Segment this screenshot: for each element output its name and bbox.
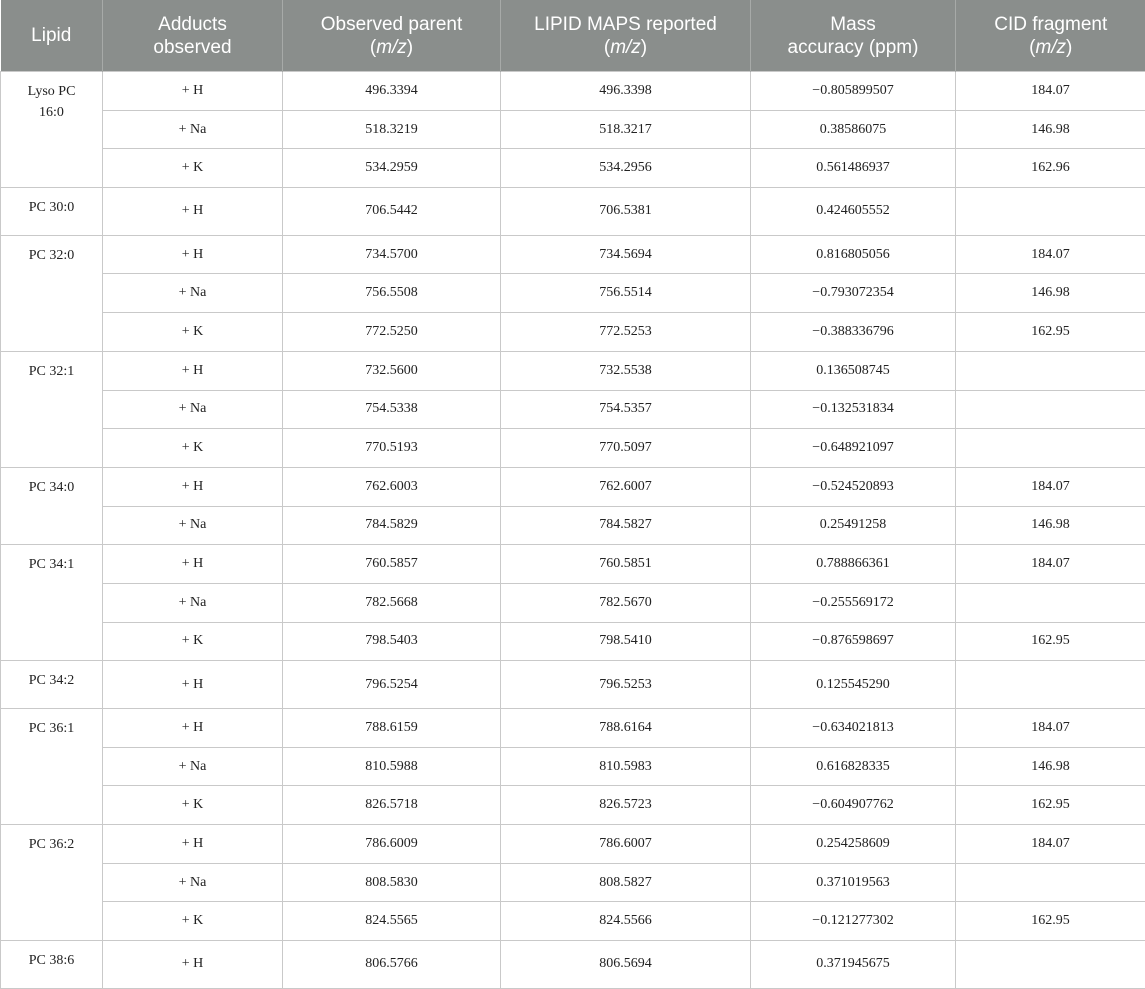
reported-mz-cell: 756.5514: [501, 274, 751, 313]
reported-mz-cell: 518.3217: [501, 110, 751, 149]
cid-fragment-cell: 184.07: [956, 72, 1145, 111]
adduct-cell: + Na: [103, 747, 283, 786]
adduct-cell: + Na: [103, 274, 283, 313]
table-row: [1, 661, 1145, 709]
observed-mz-cell: 734.5700: [283, 235, 501, 274]
mass-accuracy-cell: 0.561486937: [751, 149, 956, 188]
lipid-name-line: PC 32:1: [5, 361, 98, 382]
reported-mz-cell: 706.5381: [501, 188, 751, 236]
cid-fragment-cell: 162.95: [956, 902, 1145, 941]
reported-mz-cell: 732.5538: [501, 351, 751, 390]
mass-accuracy-cell: −0.524520893: [751, 467, 956, 506]
cid-fragment-cell: 184.07: [956, 467, 1145, 506]
cid-fragment-cell: [956, 583, 1145, 622]
observed-mz-cell: 762.6003: [283, 467, 501, 506]
adduct-cell: + K: [103, 902, 283, 941]
lipid-name-line: PC 38:6: [5, 950, 98, 971]
table-row: [1, 709, 1145, 748]
lipid-name-cell: [1, 467, 103, 544]
mass-accuracy-cell: 0.424605552: [751, 188, 956, 236]
reported-mz-cell: 788.6164: [501, 709, 751, 748]
reported-mz-cell: 798.5410: [501, 622, 751, 661]
observed-mz-cell: 786.6009: [283, 825, 501, 864]
observed-mz-cell: 824.5565: [283, 902, 501, 941]
adduct-cell: + H: [103, 709, 283, 748]
lipid-name-line: PC 34:0: [5, 477, 98, 498]
lipid-name-line: PC 30:0: [5, 197, 98, 218]
observed-mz-cell: 810.5988: [283, 747, 501, 786]
cid-fragment-cell: [956, 941, 1145, 989]
mass-accuracy-cell: 0.38586075: [751, 110, 956, 149]
header-mass-accuracy: Mass accuracy (ppm): [751, 0, 956, 72]
table-row: [1, 786, 1145, 825]
lipid-name-cell: [1, 941, 103, 989]
adduct-cell: + H: [103, 235, 283, 274]
reported-mz-cell: 810.5983: [501, 747, 751, 786]
adduct-cell: + Na: [103, 863, 283, 902]
table-row: [1, 863, 1145, 902]
mass-accuracy-cell: −0.805899507: [751, 72, 956, 111]
observed-mz-cell: 754.5338: [283, 390, 501, 429]
reported-mz-cell: 754.5357: [501, 390, 751, 429]
lipid-name-cell: [1, 72, 103, 188]
cid-fragment-cell: 146.98: [956, 274, 1145, 313]
adduct-cell: + H: [103, 545, 283, 584]
observed-mz-cell: 772.5250: [283, 313, 501, 352]
table-row: [1, 72, 1145, 111]
reported-mz-cell: 734.5694: [501, 235, 751, 274]
lipid-name-line: PC 34:1: [5, 554, 98, 575]
reported-mz-cell: 786.6007: [501, 825, 751, 864]
cid-fragment-cell: 184.07: [956, 545, 1145, 584]
adduct-cell: + Na: [103, 506, 283, 545]
table-row: [1, 235, 1145, 274]
observed-mz-cell: 732.5600: [283, 351, 501, 390]
adduct-cell: + K: [103, 786, 283, 825]
observed-mz-cell: 518.3219: [283, 110, 501, 149]
reported-mz-cell: 772.5253: [501, 313, 751, 352]
observed-mz-cell: 760.5857: [283, 545, 501, 584]
table-row: [1, 149, 1145, 188]
lipid-name-line: PC 34:2: [5, 670, 98, 691]
table-row: [1, 622, 1145, 661]
mass-accuracy-cell: 0.136508745: [751, 351, 956, 390]
adduct-cell: + Na: [103, 583, 283, 622]
mass-accuracy-cell: 0.788866361: [751, 545, 956, 584]
observed-mz-cell: 770.5193: [283, 429, 501, 468]
observed-mz-cell: 496.3394: [283, 72, 501, 111]
observed-mz-cell: 784.5829: [283, 506, 501, 545]
mass-accuracy-cell: −0.255569172: [751, 583, 956, 622]
observed-mz-cell: 788.6159: [283, 709, 501, 748]
header-cid-fragment: CID fragment (m/z): [956, 0, 1145, 72]
mass-accuracy-cell: 0.371945675: [751, 941, 956, 989]
adduct-cell: + K: [103, 622, 283, 661]
reported-mz-cell: 808.5827: [501, 863, 751, 902]
mass-accuracy-cell: 0.125545290: [751, 661, 956, 709]
table-row: [1, 506, 1145, 545]
cid-fragment-cell: 184.07: [956, 235, 1145, 274]
adduct-cell: + H: [103, 351, 283, 390]
cid-fragment-cell: 146.98: [956, 506, 1145, 545]
cid-fragment-cell: [956, 188, 1145, 236]
reported-mz-cell: 796.5253: [501, 661, 751, 709]
table-row: [1, 188, 1145, 236]
lipid-name-cell: [1, 235, 103, 351]
lipid-name-cell: [1, 825, 103, 941]
header-observed-parent: Observed parent (m/z): [283, 0, 501, 72]
cid-fragment-cell: 184.07: [956, 825, 1145, 864]
adduct-cell: + H: [103, 467, 283, 506]
mass-accuracy-cell: −0.132531834: [751, 390, 956, 429]
table-row: [1, 429, 1145, 468]
reported-mz-cell: 760.5851: [501, 545, 751, 584]
lipid-name-cell: [1, 351, 103, 467]
table-row: [1, 583, 1145, 622]
cid-fragment-cell: 162.96: [956, 149, 1145, 188]
observed-mz-cell: 798.5403: [283, 622, 501, 661]
cid-fragment-cell: [956, 863, 1145, 902]
mass-accuracy-cell: 0.25491258: [751, 506, 956, 545]
table-row: [1, 747, 1145, 786]
table-row: [1, 941, 1145, 989]
table-row: [1, 110, 1145, 149]
lipid-name-line: 16:0: [5, 102, 98, 123]
observed-mz-cell: 806.5766: [283, 941, 501, 989]
observed-mz-cell: 706.5442: [283, 188, 501, 236]
cid-fragment-cell: 162.95: [956, 622, 1145, 661]
reported-mz-cell: 770.5097: [501, 429, 751, 468]
adduct-cell: + K: [103, 149, 283, 188]
mass-accuracy-cell: −0.388336796: [751, 313, 956, 352]
header-adducts: Adducts observed: [103, 0, 283, 72]
cid-fragment-cell: 162.95: [956, 786, 1145, 825]
mass-accuracy-cell: 0.254258609: [751, 825, 956, 864]
cid-fragment-cell: [956, 429, 1145, 468]
lipid-name-line: PC 32:0: [5, 245, 98, 266]
table-body: [1, 72, 1145, 989]
mass-accuracy-cell: −0.648921097: [751, 429, 956, 468]
table-row: [1, 545, 1145, 584]
mass-accuracy-cell: 0.616828335: [751, 747, 956, 786]
adduct-cell: + Na: [103, 110, 283, 149]
header-lipid-maps: LIPID MAPS reported (m/z): [501, 0, 751, 72]
table-row: [1, 313, 1145, 352]
observed-mz-cell: 534.2959: [283, 149, 501, 188]
observed-mz-cell: 756.5508: [283, 274, 501, 313]
observed-mz-cell: 826.5718: [283, 786, 501, 825]
cid-fragment-cell: 146.98: [956, 747, 1145, 786]
table-row: [1, 390, 1145, 429]
header-lipid: Lipid: [1, 0, 103, 72]
lipid-name-cell: [1, 661, 103, 709]
mass-accuracy-cell: 0.371019563: [751, 863, 956, 902]
reported-mz-cell: 826.5723: [501, 786, 751, 825]
observed-mz-cell: 782.5668: [283, 583, 501, 622]
reported-mz-cell: 782.5670: [501, 583, 751, 622]
cid-fragment-cell: [956, 351, 1145, 390]
adduct-cell: + H: [103, 941, 283, 989]
mass-accuracy-cell: −0.604907762: [751, 786, 956, 825]
table-row: [1, 825, 1145, 864]
reported-mz-cell: 824.5566: [501, 902, 751, 941]
reported-mz-cell: 806.5694: [501, 941, 751, 989]
adduct-cell: + Na: [103, 390, 283, 429]
table-row: [1, 467, 1145, 506]
reported-mz-cell: 534.2956: [501, 149, 751, 188]
mass-accuracy-cell: 0.816805056: [751, 235, 956, 274]
mass-accuracy-cell: −0.793072354: [751, 274, 956, 313]
lipid-name-line: PC 36:1: [5, 718, 98, 739]
mass-accuracy-cell: −0.121277302: [751, 902, 956, 941]
reported-mz-cell: 762.6007: [501, 467, 751, 506]
cid-fragment-cell: 146.98: [956, 110, 1145, 149]
adduct-cell: + K: [103, 429, 283, 468]
table-row: [1, 351, 1145, 390]
reported-mz-cell: 496.3398: [501, 72, 751, 111]
adduct-cell: + H: [103, 661, 283, 709]
observed-mz-cell: 808.5830: [283, 863, 501, 902]
header-row: [1, 0, 1145, 72]
mass-accuracy-cell: −0.876598697: [751, 622, 956, 661]
observed-mz-cell: 796.5254: [283, 661, 501, 709]
cid-fragment-cell: [956, 661, 1145, 709]
table-row: [1, 274, 1145, 313]
reported-mz-cell: 784.5827: [501, 506, 751, 545]
cid-fragment-cell: 162.95: [956, 313, 1145, 352]
table-row: [1, 902, 1145, 941]
cid-fragment-cell: 184.07: [956, 709, 1145, 748]
lipid-name-line: PC 36:2: [5, 834, 98, 855]
adduct-cell: + H: [103, 825, 283, 864]
adduct-cell: + K: [103, 313, 283, 352]
mass-accuracy-cell: −0.634021813: [751, 709, 956, 748]
lipid-name-cell: [1, 188, 103, 236]
lipid-name-cell: [1, 545, 103, 661]
adduct-cell: + H: [103, 188, 283, 236]
lipid-name-line: Lyso PC: [5, 81, 98, 102]
cid-fragment-cell: [956, 390, 1145, 429]
lipid-name-cell: [1, 709, 103, 825]
adduct-cell: + H: [103, 72, 283, 111]
